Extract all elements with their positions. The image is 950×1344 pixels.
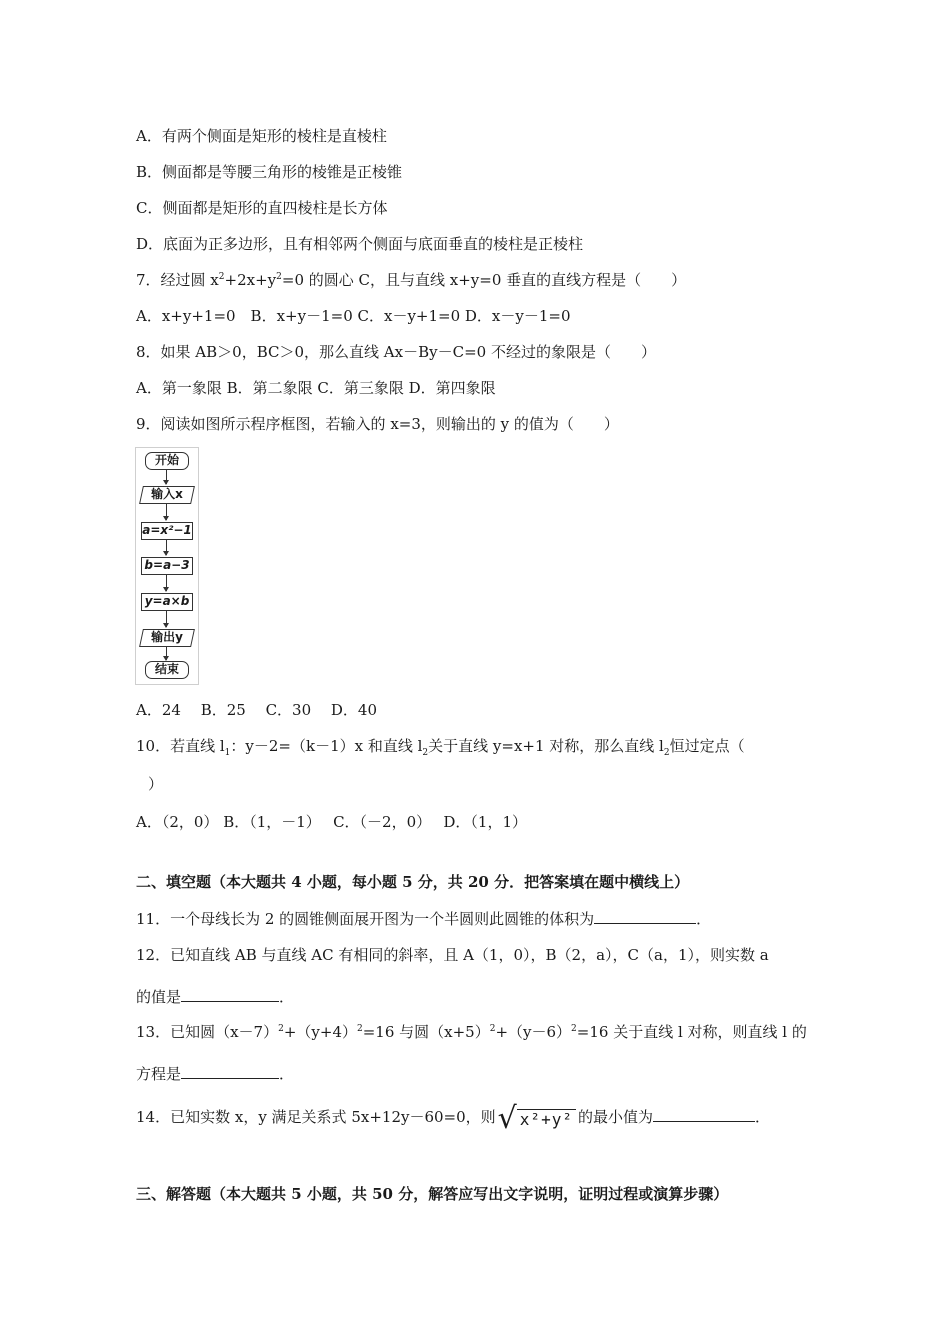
flow-step-b: b=a−3 (141, 557, 193, 575)
flow-arrow (166, 504, 167, 520)
flow-arrow (166, 470, 167, 484)
flow-input: 输入x (139, 486, 195, 504)
flow-step-y: y=a×b (141, 593, 193, 611)
flow-arrow (166, 540, 167, 555)
q10-options: A．（2，0） B．（1，－1） C．（－2，0） D．（1，1） (136, 813, 528, 831)
square-root-expression: √ x²+y² (498, 1106, 576, 1133)
q13-stem-cont: 方程是 ． (136, 1065, 295, 1083)
flow-arrow (166, 575, 167, 591)
flow-end: 结束 (145, 661, 189, 679)
flow-arrow (166, 611, 167, 627)
answer-blank[interactable] (594, 909, 696, 924)
flow-start: 开始 (145, 452, 189, 470)
answer-blank[interactable] (181, 1064, 279, 1079)
q7-stem: 7．经过圆 $x^2+2x+y^2=0$ 的圆心 C，且与直线 x+y=0 垂直的直线方程是（ ） (136, 271, 687, 289)
q7-options: A．x+y+1=0 B．x+y－1=0 C．x－y+1=0 D．x－y－1=0 (136, 307, 571, 325)
section-3-heading: 三、解答题（本大题共 5 小题，共 50 分，解答应写出文字说明，证明过程或演算步骤） (136, 1185, 729, 1203)
q12-stem: 12．已知直线 AB 与直线 AC 有相同的斜率，且 A（1，0），B（2，a），C（a，1），则实数 a (136, 946, 769, 964)
answer-blank[interactable] (653, 1107, 755, 1122)
q12-stem-cont: 的值是 ． (136, 988, 295, 1006)
q6-option-c: C．侧面都是矩形的直四棱柱是长方体 (136, 199, 388, 217)
flow-arrow (166, 647, 167, 660)
q6-option-d: D．底面为正多边形，且有相邻两个侧面与底面垂直的棱柱是正棱柱 (136, 235, 584, 253)
q8-stem: 8．如果 AB＞0，BC＞0，那么直线 Ax－By－C=0 不经过的象限是（ ） (136, 343, 656, 361)
section-2-heading: 二、填空题（本大题共 4 小题，每小题 5 分，共 20 分．把答案填在题中横线上） (136, 873, 690, 891)
q6-option-a: A．有两个侧面是矩形的棱柱是直棱柱 (136, 127, 387, 145)
flow-output: 输出y (139, 629, 195, 647)
q9-stem: 9．阅读如图所示程序框图，若输入的 x=3，则输出的 y 的值为（ ） (136, 415, 619, 433)
q13-stem: 13．已知圆$(x-7)^2+(y+4)^2=16$ 与圆$(x+5)^2+(y-6)^2=16$ 关于直线 l 对称，则直线 l 的 (136, 1023, 807, 1041)
answer-blank[interactable] (181, 987, 279, 1002)
q10-stem-cont: ） (148, 775, 164, 793)
q8-options: A．第一象限 B．第二象限 C．第三象限 D．第四象限 (136, 379, 496, 397)
q11-stem: 11．一个母线长为 2 的圆锥侧面展开图为一个半圆则此圆锥的体积为 ． (136, 910, 712, 928)
program-flowchart (135, 447, 199, 685)
q6-option-b: B．侧面都是等腰三角形的棱锥是正棱锥 (136, 163, 403, 181)
q9-options: A．24 B．25 C．30 D．40 (136, 701, 378, 719)
q10-stem: 10．若直线 $l_1$：y－2=（k－1）x 和直线 $l_2$关于直线 y=x+1 对称，那么直线 $l_2$恒过定点（ (136, 737, 745, 758)
flow-step-a: a=x²−1 (141, 522, 193, 540)
q14-stem: 14．已知实数 x，y 满足关系式 5x+12y－60=0，则√ x²+y² 的最小值为 ． (136, 1101, 770, 1136)
